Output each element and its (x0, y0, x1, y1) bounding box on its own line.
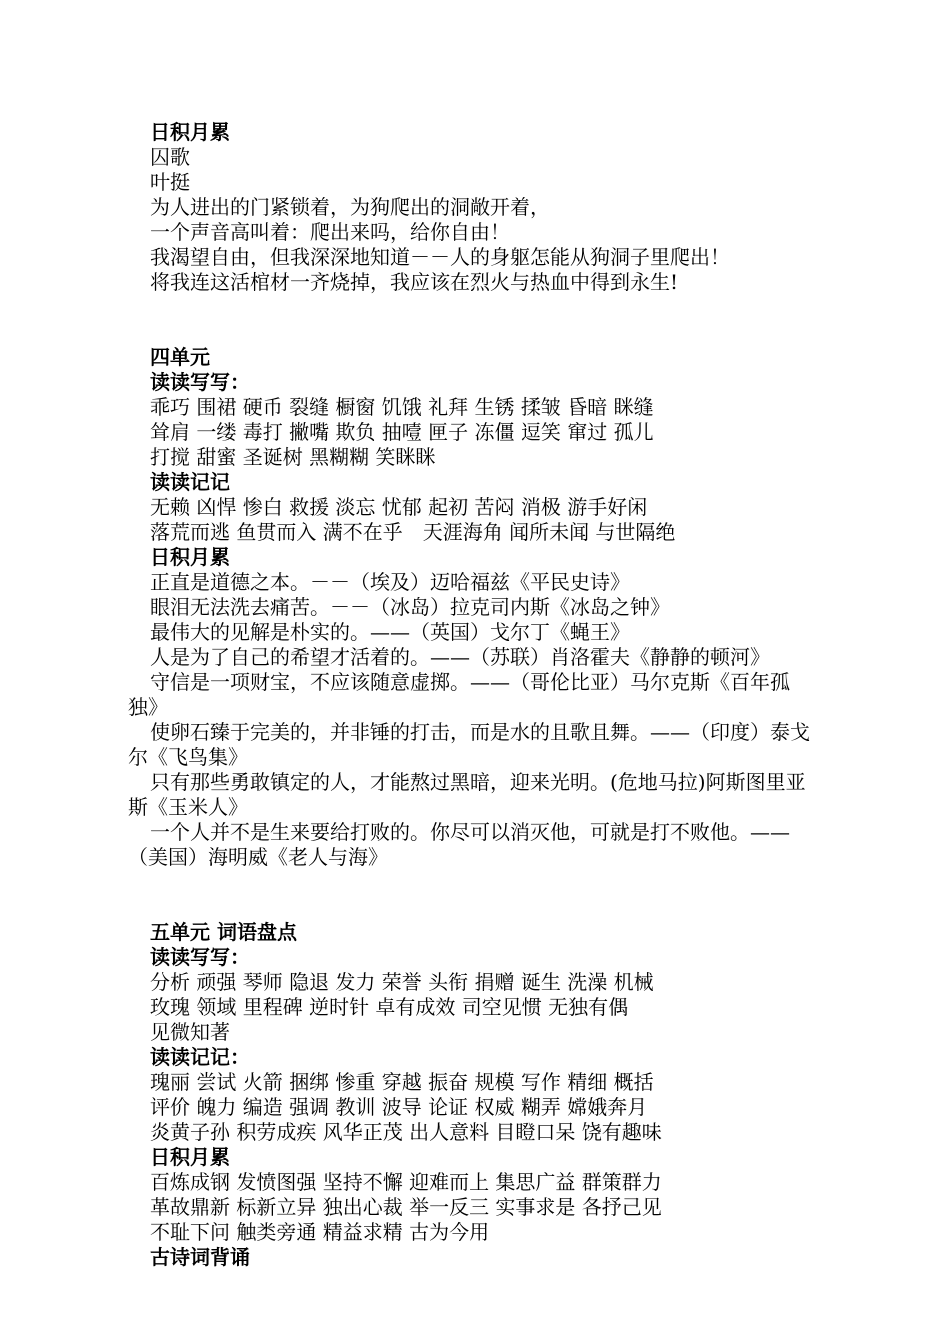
poem-title: 囚歌 (150, 145, 190, 169)
subsection-heading: 读读记记 (150, 470, 230, 494)
idiom-line: 百炼成钢 发愤图强 坚持不懈 迎难而上 集思广益 群策群力 (150, 1170, 662, 1194)
word-list-line: 玫瑰 领域 里程碑 逆时针 卓有成效 司空见惯 无独有偶 (150, 995, 629, 1019)
quote-line: 眼泪无法洗去痛苦。－－（冰岛）拉克司内斯《冰岛之钟》 (150, 595, 670, 619)
quote-line: 守信是一项财宝，不应该随意虚掷。——（哥伦比亚）马尔克斯《百年孤独》 (128, 670, 790, 719)
spacer (150, 320, 810, 345)
poem-author: 叶挺 (150, 170, 190, 194)
subsection-heading: 日积月累 (150, 1145, 230, 1169)
subsection-heading: 读读记记： (150, 1045, 250, 1069)
word-list-line: 分析 顽强 琴师 隐退 发力 荣誉 头衔 捐赠 诞生 洗澡 机械 (150, 970, 654, 994)
word-list-line: 落荒而逃 鱼贯而入 满不在乎 天涯海角 闻所未闻 与世隔绝 (150, 520, 676, 544)
word-list-line: 打搅 甜蜜 圣诞树 黑糊糊 笑眯眯 (150, 445, 436, 469)
word-list-line: 无赖 凶悍 惨白 救援 淡忘 忧郁 起初 苦闷 消极 游手好闲 (150, 495, 648, 519)
idiom-line: 革故鼎新 标新立异 独出心裁 举一反三 实事求是 各抒己见 (150, 1195, 662, 1219)
poem-line: 为人进出的门紧锁着，为狗爬出的洞敞开着， (150, 195, 550, 219)
section-heading: 日积月累 (150, 120, 230, 144)
idiom-line: 不耻下问 触类旁通 精益求精 古为今用 (150, 1220, 490, 1244)
word-list-line: 乖巧 围裙 硬币 裂缝 橱窗 饥饿 礼拜 生锈 揉皱 昏暗 眯缝 (150, 395, 654, 419)
poem-line: 一个声音高叫着：爬出来吗，给你自由！ (150, 220, 510, 244)
quote-line: 只有那些勇敢镇定的人，才能熬过黑暗，迎来光明。(危地马拉)阿斯图里亚斯《玉米人》 (128, 770, 806, 819)
subsection-heading: 日积月累 (150, 545, 230, 569)
spacer (150, 870, 810, 895)
poem-line: 将我连这活棺材一齐烧掉，我应该在烈火与热血中得到永生! (150, 270, 679, 294)
word-list-line: 见微知著 (150, 1020, 230, 1044)
unit-title: 四单元 (150, 345, 210, 369)
subsection-heading: 读读写写： (150, 945, 250, 969)
quote-line: 正直是道德之本。－－（埃及）迈哈福兹《平民史诗》 (150, 570, 630, 594)
subsection-heading: 读读写写： (150, 370, 250, 394)
word-list-line: 评价 魄力 编造 强调 教训 波导 论证 权威 糊弄 嫦娥奔月 (150, 1095, 648, 1119)
word-list-line: 炎黄子孙 积劳成疾 风华正茂 出人意料 目瞪口呆 饶有趣味 (150, 1120, 662, 1144)
spacer (150, 295, 810, 320)
poem-line: 我渴望自由，但我深深地知道－－人的身躯怎能从狗洞子里爬出！ (150, 245, 730, 269)
spacer (150, 895, 810, 920)
subsection-heading: 古诗词背诵 (150, 1245, 250, 1269)
quote-line: 使卵石臻于完美的，并非锤的打击，而是水的且歌且舞。——（印度）泰戈尔《飞鸟集》 (128, 720, 810, 769)
unit-title: 五单元 词语盘点 (150, 920, 297, 944)
word-list-line: 耸肩 一缕 毒打 撇嘴 欺负 抽噎 匣子 冻僵 逗笑 窜过 孤儿 (150, 420, 654, 444)
quote-line: 一个人并不是生来要给打败的。你尽可以消灭他，可就是打不败他。——（美国）海明威《老人与海》 (128, 820, 790, 869)
document-page (128, 120, 810, 1270)
word-list-line: 瑰丽 尝试 火箭 捆绑 惨重 穿越 振奋 规模 写作 精细 概括 (150, 1070, 654, 1094)
quote-line: 人是为了自己的希望才活着的。——（苏联）肖洛霍夫《静静的顿河》 (150, 645, 770, 669)
quote-line: 最伟大的见解是朴实的。——（英国）戈尔丁《蝇王》 (150, 620, 630, 644)
